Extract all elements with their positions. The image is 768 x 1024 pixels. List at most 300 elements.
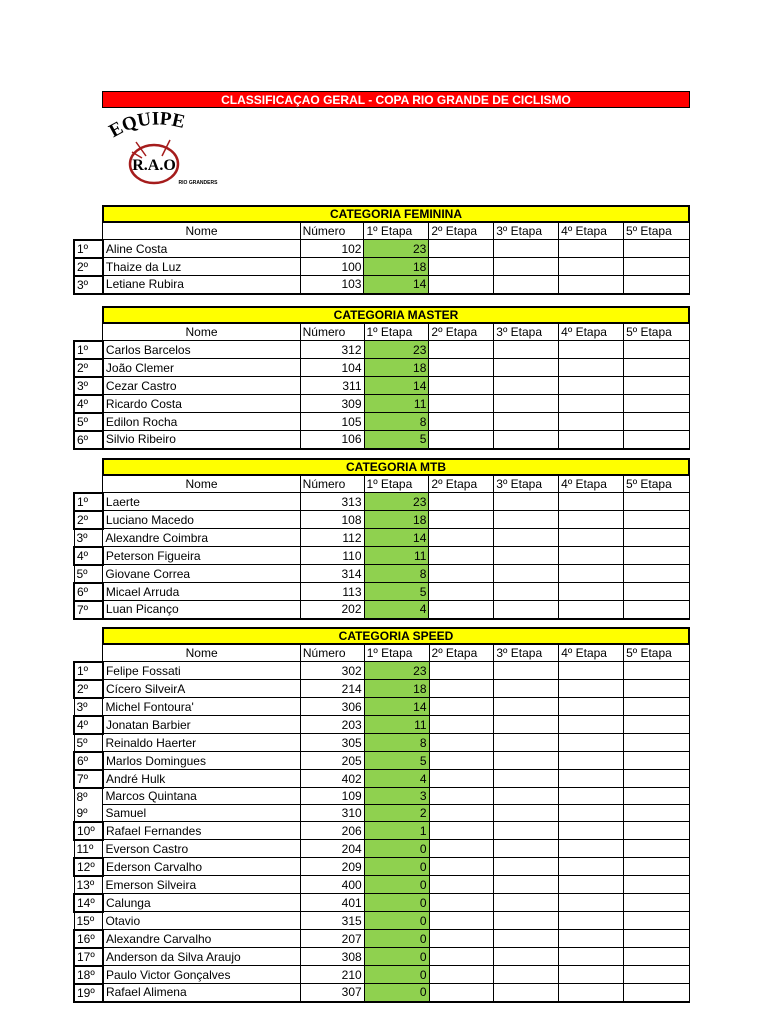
rider-number-cell: 205 xyxy=(300,752,364,770)
stage1-points-cell: 1 xyxy=(364,822,429,840)
stage-points-empty-cell xyxy=(559,930,624,948)
stage-points-empty-cell xyxy=(624,601,690,619)
rider-number-cell: 100 xyxy=(300,258,364,276)
stage-points-empty-cell xyxy=(494,493,559,511)
table-header-row xyxy=(74,223,690,240)
header-blank-cell xyxy=(74,223,103,240)
stage-points-empty-cell xyxy=(624,359,690,377)
column-header: 3º Etapa xyxy=(494,476,559,493)
stage-points-empty-cell xyxy=(559,240,624,258)
rider-name-cell: Thaize da Luz xyxy=(103,258,300,276)
stage1-points-cell: 8 xyxy=(364,413,429,431)
stage-points-empty-cell xyxy=(494,840,559,858)
results-table xyxy=(73,323,690,450)
stage1-points-cell: 0 xyxy=(364,966,429,984)
rider-number-cell: 102 xyxy=(300,240,364,258)
stage-points-empty-cell xyxy=(624,894,690,912)
column-header: Nome xyxy=(103,324,300,341)
stage-points-empty-cell xyxy=(559,770,624,788)
stage-points-empty-cell xyxy=(559,413,624,431)
results-table xyxy=(73,222,690,295)
rider-name-cell: Rafael Alimena xyxy=(103,984,300,1002)
column-header: 3º Etapa xyxy=(494,324,559,341)
table-row xyxy=(74,912,690,930)
stage-points-empty-cell xyxy=(624,734,690,752)
stage-points-empty-cell xyxy=(559,601,624,619)
position-cell: 3º xyxy=(74,377,103,395)
team-logo xyxy=(102,112,222,190)
table-row xyxy=(74,359,690,377)
position-cell: 6º xyxy=(74,431,103,449)
stage-points-empty-cell xyxy=(559,698,624,716)
table-row xyxy=(74,413,690,431)
category-section xyxy=(73,458,690,620)
table-row xyxy=(74,258,690,276)
rider-name-cell: Reinaldo Haerter xyxy=(103,734,300,752)
rider-number-cell: 306 xyxy=(300,698,364,716)
rider-number-cell: 209 xyxy=(300,858,364,876)
stage-points-empty-cell xyxy=(494,858,559,876)
stage-points-empty-cell xyxy=(559,395,624,413)
stage-points-empty-cell xyxy=(559,734,624,752)
stage-points-empty-cell xyxy=(494,948,559,966)
stage-points-empty-cell xyxy=(624,680,690,698)
stage1-points-cell: 18 xyxy=(364,680,429,698)
stage-points-empty-cell xyxy=(429,930,494,948)
rider-number-cell: 313 xyxy=(300,493,364,511)
stage1-points-cell: 5 xyxy=(364,583,429,601)
rider-name-cell: Ricardo Costa xyxy=(103,395,300,413)
table-row xyxy=(74,377,690,395)
stage-points-empty-cell xyxy=(624,662,690,680)
stage1-points-cell: 23 xyxy=(364,341,429,359)
stage1-points-cell: 0 xyxy=(364,930,429,948)
category-title: CATEGORIA MTB xyxy=(102,458,690,475)
stage-points-empty-cell xyxy=(559,258,624,276)
stage-points-empty-cell xyxy=(429,716,494,734)
table-row xyxy=(74,876,690,894)
stage-points-empty-cell xyxy=(559,822,624,840)
position-cell: 17º xyxy=(74,948,103,966)
table-row xyxy=(74,966,690,984)
rider-number-cell: 110 xyxy=(300,547,364,565)
stage-points-empty-cell xyxy=(624,858,690,876)
rider-number-cell: 106 xyxy=(300,431,364,449)
rider-number-cell: 112 xyxy=(300,529,364,547)
column-header: 3º Etapa xyxy=(494,223,559,240)
table-row xyxy=(74,858,690,876)
rider-name-cell: Giovane Correa xyxy=(103,565,300,583)
rider-name-cell: Ederson Carvalho xyxy=(103,858,300,876)
stage-points-empty-cell xyxy=(429,276,494,294)
stage-points-empty-cell xyxy=(494,276,559,294)
rider-number-cell: 108 xyxy=(300,511,364,529)
stage-points-empty-cell xyxy=(624,788,690,805)
rider-name-cell: Aline Costa xyxy=(103,240,300,258)
results-table xyxy=(73,475,690,620)
stage1-points-cell: 0 xyxy=(364,858,429,876)
stage-points-empty-cell xyxy=(624,876,690,894)
position-cell: 9º xyxy=(74,805,103,822)
table-header-row xyxy=(74,324,690,341)
category-title: CATEGORIA FEMININA xyxy=(102,205,690,222)
stage-points-empty-cell xyxy=(429,788,494,805)
stage-points-empty-cell xyxy=(429,431,494,449)
position-cell: 4º xyxy=(74,395,103,413)
rider-number-cell: 310 xyxy=(300,805,364,822)
stage-points-empty-cell xyxy=(429,341,494,359)
rider-name-cell: Marlos Domingues xyxy=(103,752,300,770)
stage-points-empty-cell xyxy=(559,377,624,395)
logo-text-mid: R.A.O xyxy=(132,157,176,174)
stage-points-empty-cell xyxy=(624,258,690,276)
stage1-points-cell: 11 xyxy=(364,395,429,413)
rider-number-cell: 401 xyxy=(300,894,364,912)
position-cell: 2º xyxy=(74,258,103,276)
stage1-points-cell: 18 xyxy=(364,511,429,529)
stage1-points-cell: 11 xyxy=(364,547,429,565)
stage-points-empty-cell xyxy=(624,716,690,734)
position-cell: 5º xyxy=(74,734,103,752)
position-cell: 4º xyxy=(74,716,103,734)
stage-points-empty-cell xyxy=(494,341,559,359)
position-cell: 1º xyxy=(74,240,103,258)
position-cell: 7º xyxy=(74,770,103,788)
stage1-points-cell: 5 xyxy=(364,752,429,770)
rider-name-cell: Peterson Figueira xyxy=(103,547,300,565)
stage-points-empty-cell xyxy=(559,547,624,565)
stage-points-empty-cell xyxy=(624,698,690,716)
column-header: 1º Etapa xyxy=(364,645,429,662)
category-title: CATEGORIA SPEED xyxy=(102,627,690,644)
stage-points-empty-cell xyxy=(624,547,690,565)
stage1-points-cell: 0 xyxy=(364,912,429,930)
rider-number-cell: 113 xyxy=(300,583,364,601)
rider-number-cell: 305 xyxy=(300,734,364,752)
stage-points-empty-cell xyxy=(494,583,559,601)
category-section xyxy=(73,306,690,450)
stage-points-empty-cell xyxy=(429,377,494,395)
table-header-row xyxy=(74,645,690,662)
stage1-points-cell: 8 xyxy=(364,734,429,752)
stage-points-empty-cell xyxy=(429,770,494,788)
stage-points-empty-cell xyxy=(494,770,559,788)
stage-points-empty-cell xyxy=(429,984,494,1002)
column-header: 4º Etapa xyxy=(559,645,624,662)
stage-points-empty-cell xyxy=(494,377,559,395)
stage1-points-cell: 23 xyxy=(364,240,429,258)
stage-points-empty-cell xyxy=(559,984,624,1002)
header-blank-cell xyxy=(74,476,103,493)
stage-points-empty-cell xyxy=(429,583,494,601)
category-section xyxy=(73,205,690,295)
position-cell: 10º xyxy=(74,822,103,840)
stage1-points-cell: 14 xyxy=(364,698,429,716)
stage-points-empty-cell xyxy=(429,752,494,770)
position-cell: 18º xyxy=(74,966,103,984)
column-header: 4º Etapa xyxy=(559,324,624,341)
position-cell: 5º xyxy=(74,565,103,583)
stage-points-empty-cell xyxy=(624,431,690,449)
position-cell: 12º xyxy=(74,858,103,876)
stage1-points-cell: 0 xyxy=(364,876,429,894)
table-row xyxy=(74,984,690,1002)
column-header: Nome xyxy=(103,476,300,493)
rider-number-cell: 105 xyxy=(300,413,364,431)
column-header: 5º Etapa xyxy=(624,223,690,240)
rider-name-cell: Jonatan Barbier xyxy=(103,716,300,734)
stage1-points-cell: 23 xyxy=(364,493,429,511)
table-row xyxy=(74,840,690,858)
column-header: 2º Etapa xyxy=(429,476,494,493)
stage-points-empty-cell xyxy=(559,662,624,680)
position-cell: 4º xyxy=(74,547,103,565)
stage-points-empty-cell xyxy=(624,752,690,770)
column-header: 1º Etapa xyxy=(364,223,429,240)
column-header: 1º Etapa xyxy=(364,476,429,493)
stage-points-empty-cell xyxy=(429,662,494,680)
stage-points-empty-cell xyxy=(494,894,559,912)
position-cell: 11º xyxy=(74,840,103,858)
table-row xyxy=(74,716,690,734)
stage-points-empty-cell xyxy=(494,529,559,547)
stage-points-empty-cell xyxy=(559,876,624,894)
rider-number-cell: 202 xyxy=(300,601,364,619)
stage-points-empty-cell xyxy=(429,840,494,858)
column-header: Nome xyxy=(103,223,300,240)
rider-name-cell: Carlos Barcelos xyxy=(103,341,300,359)
rider-number-cell: 312 xyxy=(300,341,364,359)
rider-number-cell: 309 xyxy=(300,395,364,413)
position-cell: 2º xyxy=(74,511,103,529)
position-cell: 2º xyxy=(74,359,103,377)
column-header: Número xyxy=(300,645,364,662)
stage-points-empty-cell xyxy=(494,547,559,565)
position-cell: 3º xyxy=(74,529,103,547)
stage-points-empty-cell xyxy=(624,565,690,583)
stage-points-empty-cell xyxy=(624,341,690,359)
stage-points-empty-cell xyxy=(559,788,624,805)
column-header: 5º Etapa xyxy=(624,476,690,493)
stage-points-empty-cell xyxy=(559,805,624,822)
logo-text-top: EQUIPE xyxy=(105,112,187,142)
stage-points-empty-cell xyxy=(559,276,624,294)
stage-points-empty-cell xyxy=(559,912,624,930)
stage-points-empty-cell xyxy=(429,894,494,912)
position-cell: 2º xyxy=(74,680,103,698)
stage1-points-cell: 23 xyxy=(364,662,429,680)
stage-points-empty-cell xyxy=(429,395,494,413)
rider-name-cell: Samuel xyxy=(103,805,300,822)
column-header: 1º Etapa xyxy=(364,324,429,341)
stage-points-empty-cell xyxy=(494,240,559,258)
stage-points-empty-cell xyxy=(494,752,559,770)
column-header: Número xyxy=(300,223,364,240)
table-row xyxy=(74,752,690,770)
column-header: Nome xyxy=(103,645,300,662)
position-cell: 15º xyxy=(74,912,103,930)
stage-points-empty-cell xyxy=(624,984,690,1002)
rider-name-cell: Luan Picanço xyxy=(103,601,300,619)
rider-number-cell: 307 xyxy=(300,984,364,1002)
position-cell: 16º xyxy=(74,930,103,948)
logo-text-small: RIO GRANDERS xyxy=(178,180,218,186)
stage1-points-cell: 14 xyxy=(364,276,429,294)
stage-points-empty-cell xyxy=(624,930,690,948)
category-title: CATEGORIA MASTER xyxy=(102,306,690,323)
position-cell: 3º xyxy=(74,698,103,716)
rider-number-cell: 308 xyxy=(300,948,364,966)
table-row xyxy=(74,770,690,788)
stage-points-empty-cell xyxy=(429,601,494,619)
column-header: 2º Etapa xyxy=(429,223,494,240)
stage-points-empty-cell xyxy=(429,680,494,698)
table-row xyxy=(74,431,690,449)
rider-name-cell: Laerte xyxy=(103,493,300,511)
stage-points-empty-cell xyxy=(429,948,494,966)
stage-points-empty-cell xyxy=(429,547,494,565)
table-row xyxy=(74,662,690,680)
stage-points-empty-cell xyxy=(429,858,494,876)
rider-name-cell: Emerson Silveira xyxy=(103,876,300,894)
stage-points-empty-cell xyxy=(559,431,624,449)
position-cell: 1º xyxy=(74,662,103,680)
rider-number-cell: 311 xyxy=(300,377,364,395)
stage-points-empty-cell xyxy=(494,698,559,716)
stage-points-empty-cell xyxy=(559,840,624,858)
stage-points-empty-cell xyxy=(494,601,559,619)
stage1-points-cell: 3 xyxy=(364,788,429,805)
stage1-points-cell: 4 xyxy=(364,770,429,788)
table-row xyxy=(74,493,690,511)
stage-points-empty-cell xyxy=(624,276,690,294)
rider-name-cell: André Hulk xyxy=(103,770,300,788)
column-header: 5º Etapa xyxy=(624,645,690,662)
stage-points-empty-cell xyxy=(429,258,494,276)
table-row xyxy=(74,822,690,840)
stage1-points-cell: 14 xyxy=(364,529,429,547)
table-row xyxy=(74,734,690,752)
stage1-points-cell: 8 xyxy=(364,565,429,583)
stage-points-empty-cell xyxy=(494,413,559,431)
stage1-points-cell: 4 xyxy=(364,601,429,619)
rider-name-cell: Letiane Rubira xyxy=(103,276,300,294)
stage-points-empty-cell xyxy=(559,966,624,984)
stage-points-empty-cell xyxy=(559,529,624,547)
column-header: 2º Etapa xyxy=(429,645,494,662)
stage-points-empty-cell xyxy=(494,876,559,894)
category-section xyxy=(73,627,690,1003)
stage-points-empty-cell xyxy=(429,493,494,511)
rider-name-cell: Michel Fontoura' xyxy=(103,698,300,716)
stage-points-empty-cell xyxy=(494,966,559,984)
stage-points-empty-cell xyxy=(494,680,559,698)
table-row xyxy=(74,930,690,948)
stage-points-empty-cell xyxy=(624,493,690,511)
stage-points-empty-cell xyxy=(624,966,690,984)
column-header: 3º Etapa xyxy=(494,645,559,662)
rider-name-cell: Anderson da Silva Araujo xyxy=(103,948,300,966)
position-cell: 6º xyxy=(74,583,103,601)
table-row xyxy=(74,547,690,565)
stage-points-empty-cell xyxy=(494,984,559,1002)
position-cell: 1º xyxy=(74,493,103,511)
table-row xyxy=(74,511,690,529)
stage1-points-cell: 11 xyxy=(364,716,429,734)
stage-points-empty-cell xyxy=(559,359,624,377)
stage-points-empty-cell xyxy=(429,359,494,377)
stage-points-empty-cell xyxy=(559,565,624,583)
stage-points-empty-cell xyxy=(429,805,494,822)
rider-name-cell: Micael Arruda xyxy=(103,583,300,601)
stage-points-empty-cell xyxy=(429,511,494,529)
stage-points-empty-cell xyxy=(559,858,624,876)
table-row xyxy=(74,601,690,619)
table-row xyxy=(74,240,690,258)
svg-text:EQUIPE xyxy=(106,112,187,142)
stage1-points-cell: 0 xyxy=(364,894,429,912)
stage-points-empty-cell xyxy=(624,822,690,840)
stage1-points-cell: 18 xyxy=(364,359,429,377)
stage-points-empty-cell xyxy=(494,822,559,840)
stage-points-empty-cell xyxy=(494,734,559,752)
rider-name-cell: Alexandre Carvalho xyxy=(103,930,300,948)
stage-points-empty-cell xyxy=(494,788,559,805)
stage-points-empty-cell xyxy=(429,966,494,984)
stage-points-empty-cell xyxy=(494,930,559,948)
stage1-points-cell: 0 xyxy=(364,840,429,858)
column-header: 4º Etapa xyxy=(559,223,624,240)
stage-points-empty-cell xyxy=(429,822,494,840)
table-row xyxy=(74,680,690,698)
rider-number-cell: 314 xyxy=(300,565,364,583)
rider-name-cell: Silvio Ribeiro xyxy=(103,431,300,449)
column-header: 5º Etapa xyxy=(624,324,690,341)
rider-name-cell: Luciano Macedo xyxy=(103,511,300,529)
rider-number-cell: 204 xyxy=(300,840,364,858)
stage-points-empty-cell xyxy=(494,662,559,680)
stage-points-empty-cell xyxy=(559,716,624,734)
stage-points-empty-cell xyxy=(429,565,494,583)
rider-number-cell: 214 xyxy=(300,680,364,698)
position-cell: 19º xyxy=(74,984,103,1002)
table-row xyxy=(74,583,690,601)
table-row xyxy=(74,948,690,966)
rider-number-cell: 210 xyxy=(300,966,364,984)
table-row xyxy=(74,805,690,822)
stage1-points-cell: 14 xyxy=(364,377,429,395)
rider-number-cell: 302 xyxy=(300,662,364,680)
table-row xyxy=(74,698,690,716)
table-row xyxy=(74,341,690,359)
rider-name-cell: João Clemer xyxy=(103,359,300,377)
stage-points-empty-cell xyxy=(429,912,494,930)
stage-points-empty-cell xyxy=(624,770,690,788)
stage-points-empty-cell xyxy=(559,948,624,966)
stage-points-empty-cell xyxy=(624,240,690,258)
position-cell: 7º xyxy=(74,601,103,619)
stage-points-empty-cell xyxy=(624,511,690,529)
stage-points-empty-cell xyxy=(494,716,559,734)
stage-points-empty-cell xyxy=(559,894,624,912)
stage-points-empty-cell xyxy=(429,734,494,752)
column-header: 4º Etapa xyxy=(559,476,624,493)
table-row xyxy=(74,565,690,583)
stage-points-empty-cell xyxy=(559,680,624,698)
rider-number-cell: 103 xyxy=(300,276,364,294)
stage-points-empty-cell xyxy=(624,948,690,966)
table-header-row xyxy=(74,476,690,493)
